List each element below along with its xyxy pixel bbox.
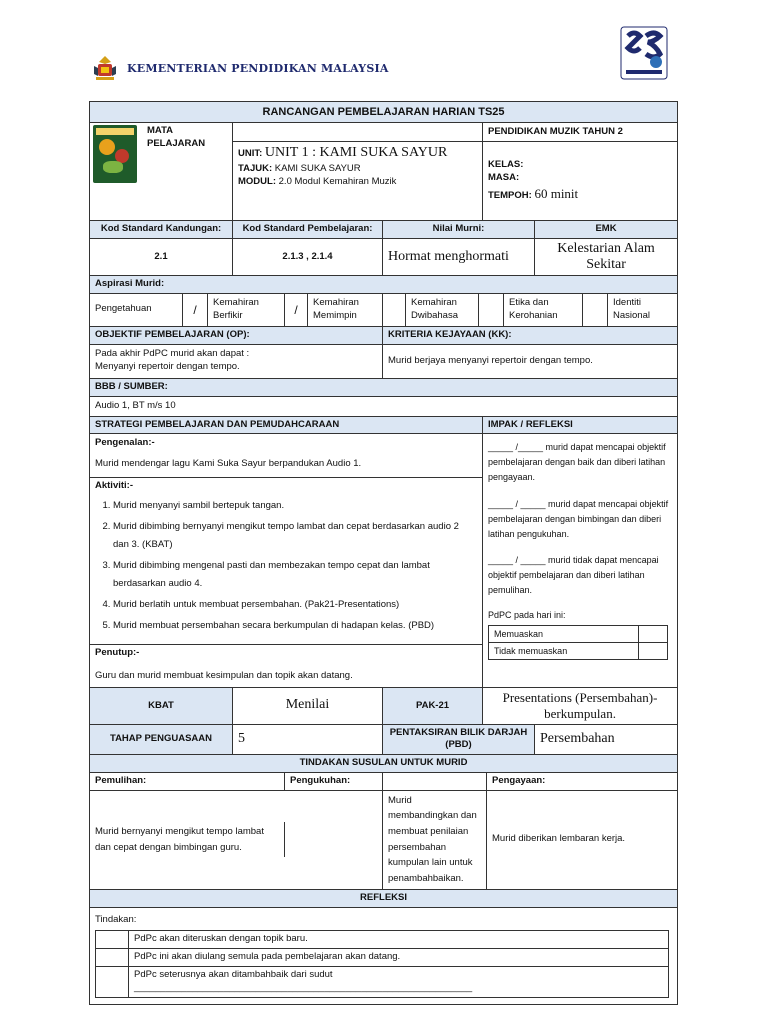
- unit-value: UNIT 1 : KAMI SUKA SAYUR: [264, 145, 448, 160]
- tindakan-label: Tindakan:: [95, 913, 137, 925]
- textbook-cover-image: [93, 125, 137, 183]
- aspirasi-item-1: Kemahiran Berfikir: [208, 294, 285, 326]
- lesson-plan-table: [89, 101, 678, 1005]
- pengayaan-text: Murid diberikan lembaran kerja.: [487, 791, 678, 889]
- pengenalan-label: Pengenalan:-: [95, 437, 155, 449]
- pak-label: PAK-21: [383, 688, 483, 724]
- modul-label: MODUL:: [238, 175, 276, 187]
- bbb-value: Audio 1, BT m/s 10: [90, 396, 678, 416]
- aspirasi-mark-1[interactable]: /: [285, 294, 308, 326]
- pbd-label: PENTAKSIRAN BILIK DARJAH (PBD): [383, 724, 535, 755]
- refleksi-option: PdPc akan diteruskan dengan topik baru.: [129, 931, 669, 949]
- objektif-text-2: Menyanyi repertoir dengan tempo.: [95, 361, 240, 373]
- ksp-label: Kod Standard Pembelajaran:: [233, 221, 383, 239]
- aktiviti-item: 5. Murid membuat persembahan secara berkumpulan di hadapan kelas. (PBD): [113, 617, 477, 635]
- pdpc-options: [488, 625, 668, 660]
- pengukuhan-text-a: [285, 822, 383, 857]
- pemulihan-text: Murid bernyanyi mengikut tempo lambat dan cepat dengan bimbingan guru.: [95, 826, 264, 853]
- aspirasi-item-3: Kemahiran Dwibahasa: [406, 294, 479, 326]
- pdpc-checkbox[interactable]: [639, 642, 668, 659]
- pbd-value: Persembahan: [535, 724, 678, 755]
- pengukuhan-label: Pengukuhan:: [285, 773, 383, 790]
- tempoh-label: TEMPOH:: [488, 189, 532, 201]
- tajuk-label: TAJUK:: [238, 162, 273, 174]
- impak-label: IMPAK / REFLEKSI: [483, 416, 678, 434]
- ministry-title: KEMENTERIAN PENDIDIKAN MALAYSIA: [127, 62, 389, 75]
- refleksi-options: [95, 930, 669, 997]
- tempoh-value: 60 minit: [534, 185, 579, 201]
- refleksi-option: PdPc seterusnya akan ditambahbaik dari sudut ________________________________________________________________: [129, 967, 669, 998]
- nilai-label: Nilai Murni:: [383, 221, 535, 239]
- aspirasi-item-0: Pengetahuan: [95, 303, 152, 315]
- pdpc-checkbox[interactable]: [639, 625, 668, 642]
- aspirasi-mark-0[interactable]: /: [183, 294, 208, 326]
- aspirasi-row: [90, 293, 678, 326]
- pdpc-option-tidak: Tidak memuaskan: [489, 642, 639, 659]
- ts25-logo-icon: [620, 26, 668, 80]
- pdpc-label: PdPC pada hari ini:: [488, 609, 566, 620]
- class-info: [483, 142, 678, 221]
- pengenalan-text: Murid mendengar lagu Kami Suka Sayur berpandukan Audio 1.: [95, 458, 362, 470]
- aktiviti-item: 3. Murid dibimbing mengenal pasti dan membezakan tempo cepat dan lambat berdasarkan audio 4.: [113, 557, 477, 593]
- kbat-value: Menilai: [233, 688, 383, 724]
- aspirasi-mark-3[interactable]: [479, 294, 504, 326]
- ksk-label: Kod Standard Kandungan:: [90, 221, 233, 239]
- nilai-value: Hormat menghormati: [383, 238, 535, 275]
- pdpc-option-memuaskan: Memuaskan: [489, 625, 639, 642]
- aspirasi-item-4: Etika dan Kerohanian: [504, 294, 583, 326]
- ksp-value: 2.1.3 , 2.1.4: [233, 238, 383, 275]
- refleksi-label: REFLEKSI: [90, 889, 678, 907]
- aspirasi-mark-2[interactable]: [383, 294, 406, 326]
- subject-label-spacer: [233, 123, 483, 141]
- refleksi-checkbox[interactable]: [96, 967, 129, 998]
- impak-line-baik: _____ /_____ murid dapat mencapai objektif pembelajaran dengan baik dan diberi latihan pengayaan.: [488, 442, 666, 482]
- strategi-label: STRATEGI PEMBELAJARAN DAN PEMUDAHCARAAN: [90, 416, 483, 434]
- impak-line-pemulihan: _____ / _____ murid tidak dapat mencapai objektif pembelajaran dan diberi latihan pemulihan.: [488, 555, 659, 596]
- kbat-label: KBAT: [90, 688, 233, 724]
- unit-label: UNIT:: [238, 148, 263, 159]
- ministry-crest-icon: [91, 54, 119, 84]
- impak-line-bimbingan: _____ / _____ murid dapat mencapai objektif pembelajaran dengan bimbingan dan diberi latihan pengukuhan.: [488, 498, 669, 539]
- pengayaan-label: Pengayaan:: [487, 773, 678, 790]
- tahap-value: 5: [233, 724, 383, 755]
- emk-value: Kelestarian Alam Sekitar: [535, 238, 678, 275]
- emk-label: EMK: [535, 221, 678, 239]
- aspirasi-item-5: Identiti Nasional: [608, 294, 678, 326]
- aspirasi-item-2: Kemahiran Memimpin: [308, 294, 383, 326]
- tajuk-value: KAMI SUKA SAYUR: [274, 162, 361, 174]
- refleksi-checkbox[interactable]: [96, 931, 129, 949]
- pengukuhan-text: Murid membandingkan dan membuat penilaian persembahan kumpulan lain untuk penambahbaikan.: [388, 794, 477, 885]
- aspirasi-mark-4[interactable]: [583, 294, 608, 326]
- masa-label: MASA:: [488, 172, 520, 184]
- refleksi-checkbox[interactable]: [96, 949, 129, 967]
- aktiviti-label: Aktiviti:-: [95, 480, 133, 492]
- penutup-label: Penutup:-: [95, 647, 140, 659]
- tahap-label: TAHAP PENGUASAAN: [90, 724, 233, 755]
- modul-value: 2.0 Modul Kemahiran Muzik: [278, 175, 397, 187]
- aktiviti-item: 2. Murid dibimbing bernyanyi mengikut tempo lambat dan cepat berdasarkan audio 2 dan 3. (KBAT): [113, 518, 477, 554]
- aspirasi-label: Aspirasi Murid:: [90, 276, 678, 294]
- objektif-label: OBJEKTIF PEMBELAJARAN (OP):: [90, 326, 383, 344]
- unit-info: [233, 142, 483, 221]
- pengukuhan-spacer: [383, 773, 487, 790]
- kk-text: Murid berjaya menyanyi repertoir dengan tempo.: [383, 344, 678, 378]
- objektif-text-1: Pada akhir PdPC murid akan dapat :: [95, 348, 250, 360]
- refleksi-option: PdPc ini akan diulang semula pada pembelajaran akan datang.: [129, 949, 669, 967]
- bbb-label: BBB / SUMBER:: [90, 378, 678, 396]
- pemulihan-label: Pemulihan:: [95, 774, 147, 786]
- tindakan-susulan-label: TINDAKAN SUSULAN UNTUK MURID: [90, 755, 678, 773]
- plan-title: RANCANGAN PEMBELAJARAN HARIAN TS25: [90, 102, 678, 123]
- kk-label: KRITERIA KEJAYAAN (KK):: [383, 326, 678, 344]
- penutup-text: Guru dan murid membuat kesimpulan dan topik akan datang.: [95, 670, 353, 682]
- subject-label: MATA PELAJARAN: [147, 125, 206, 149]
- aktiviti-item: 1. Murid menyanyi sambil bertepuk tangan.: [113, 497, 477, 515]
- textbook-cover-cell: [90, 123, 233, 221]
- aktiviti-item: 4. Murid berlatih untuk membuat persembahan. (Pak21-Presentations): [113, 596, 477, 614]
- ksk-value: 2.1: [90, 238, 233, 275]
- pak-value: Presentations (Persembahan)-berkumpulan.: [483, 688, 678, 724]
- kelas-label: KELAS:: [488, 159, 524, 171]
- subject-value: PENDIDIKAN MUZIK TAHUN 2: [483, 123, 678, 141]
